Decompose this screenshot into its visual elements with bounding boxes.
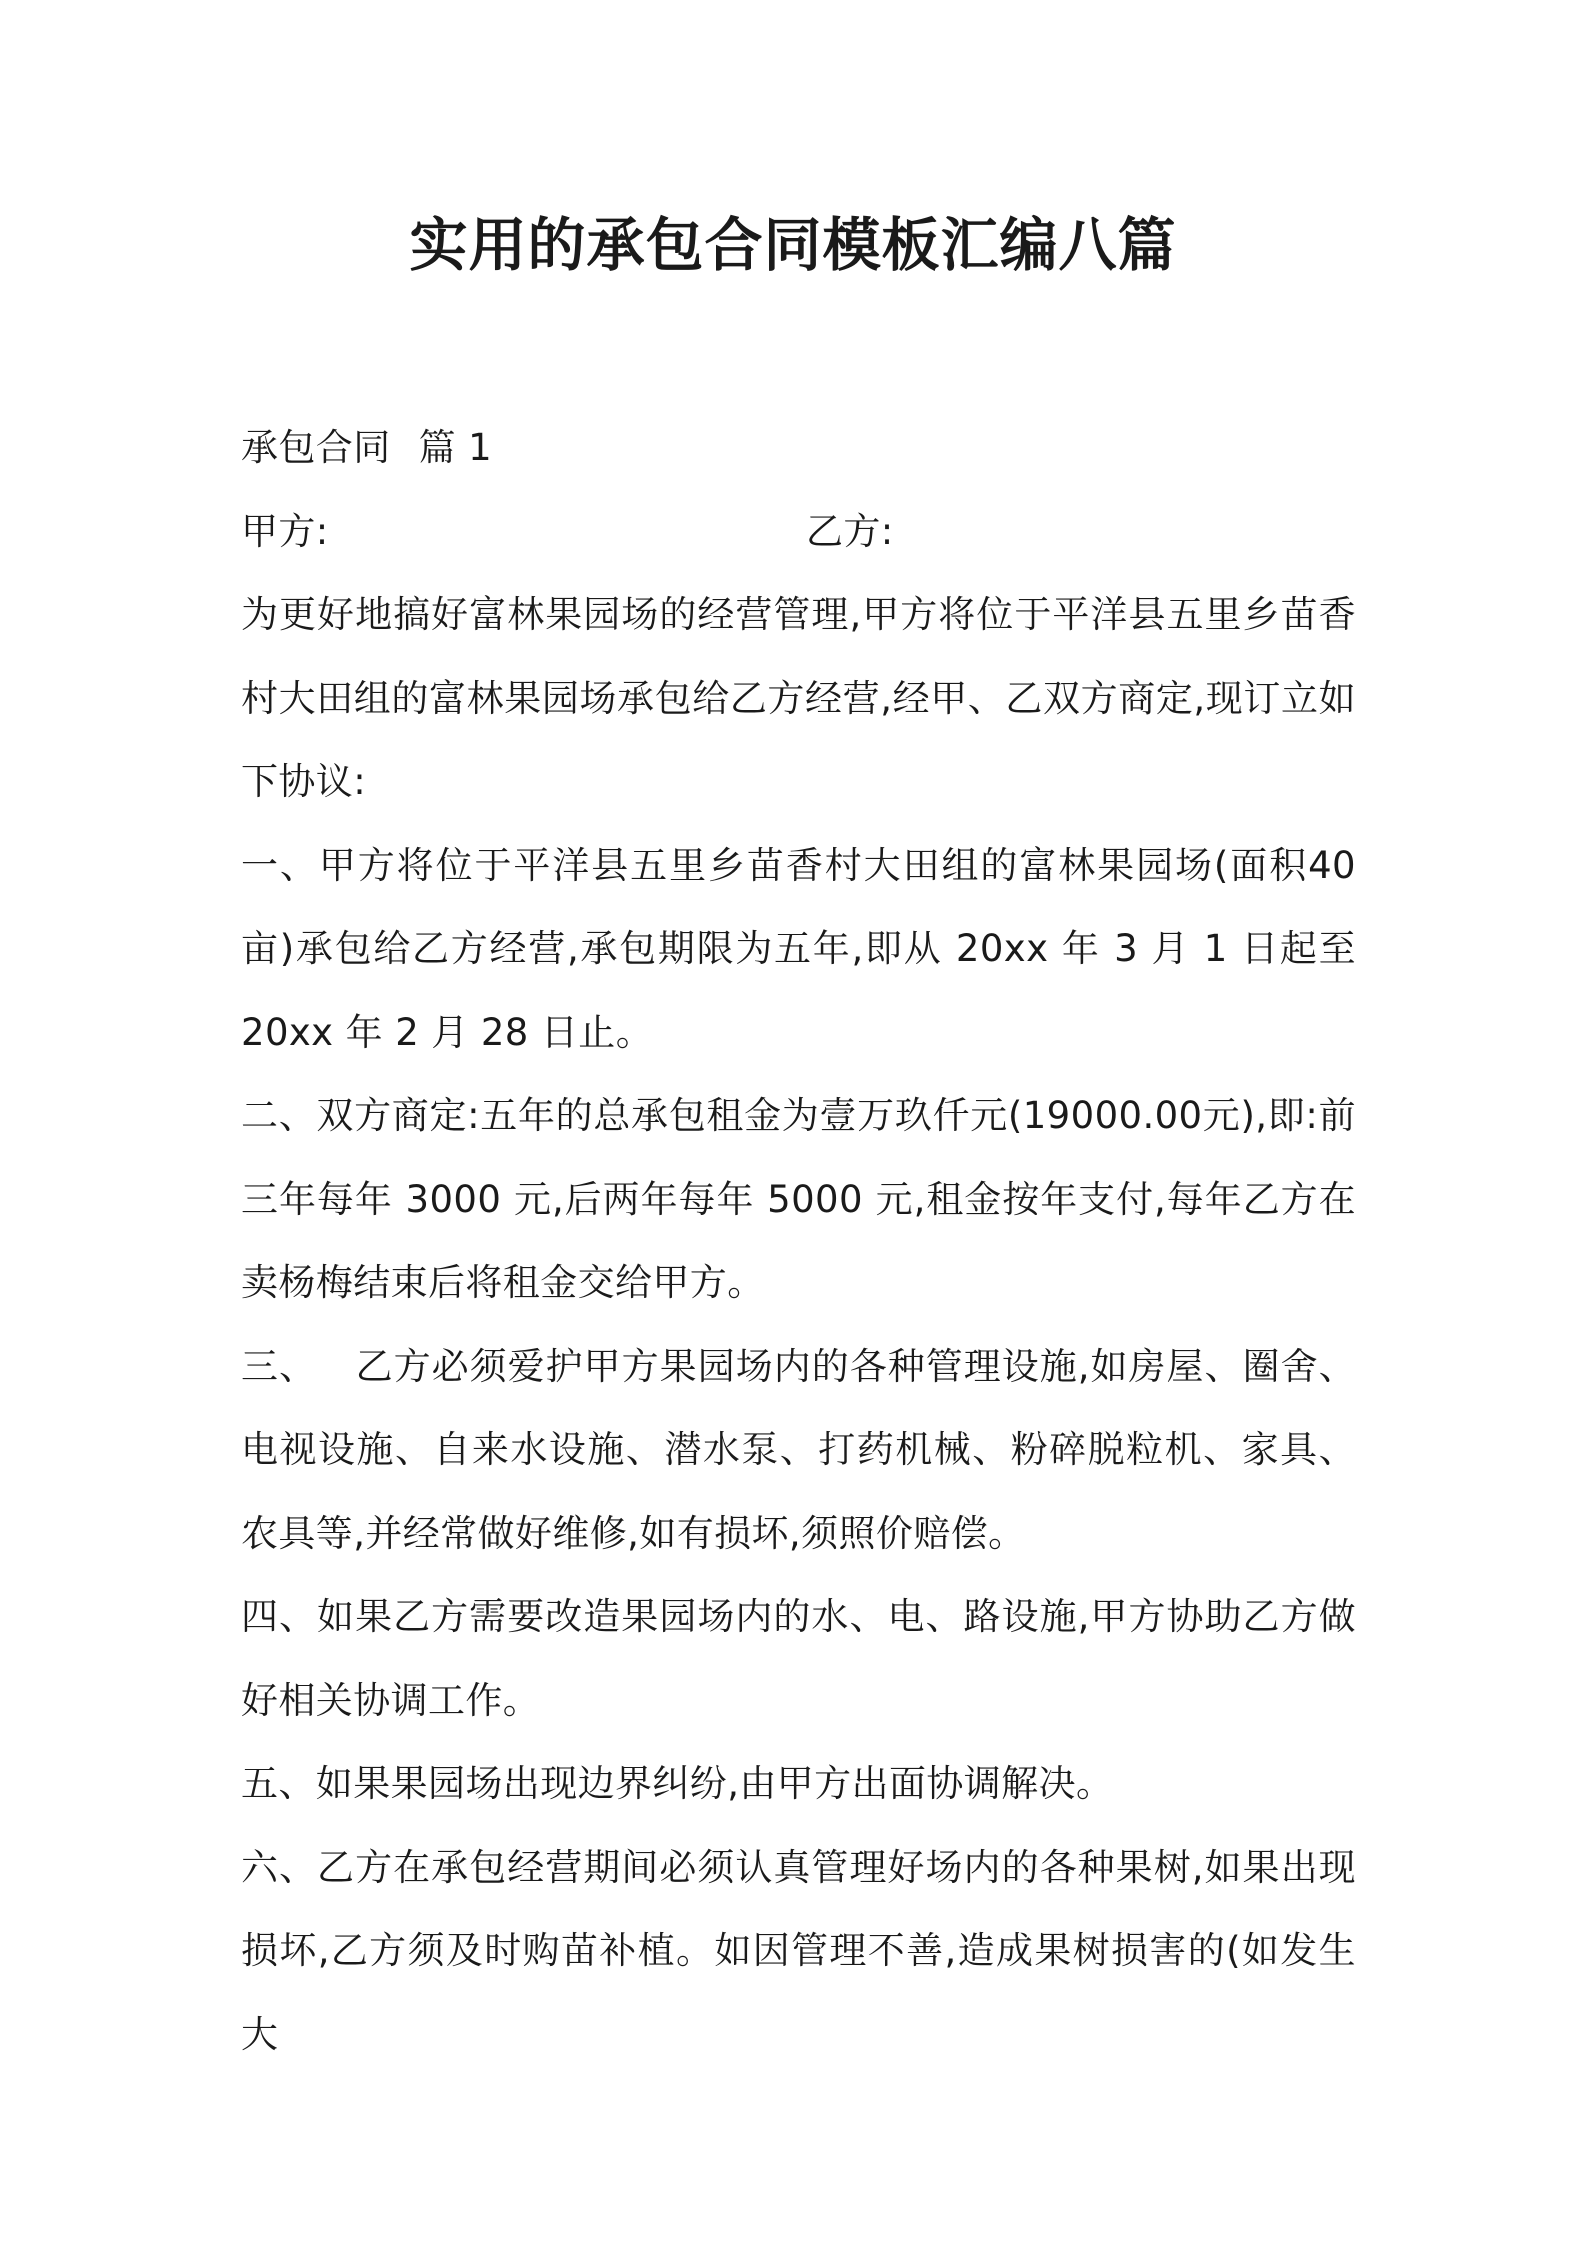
- clause-3: [241, 1325, 1356, 1576]
- parties-line: [241, 490, 1356, 574]
- document-title: 实用的承包合同模板汇编八篇: [409, 211, 1177, 279]
- section-number: 篇 1: [418, 426, 493, 469]
- party-a-label: 甲方:: [241, 509, 329, 553]
- clause-5: 五、如果果园场出现边界纠纷,由甲方出面协调解决。: [241, 1762, 1114, 1805]
- section-heading: [241, 406, 1356, 490]
- intro-paragraph: 为更好地搞好富林果园场的经营管理,甲方将位于平洋县五里乡苗香村大田组的富林果园场承包给乙方经营,经甲、乙双方商定,现订立如下协议:: [241, 593, 1356, 803]
- clause-3-text: 乙方必须爱护甲方果园场内的各种管理设施,如房屋、圈舍、电视设施、自来水设施、潜水泵、打药机械、粉碎脱粒机、家具、农具等,并经常做好维修,如有损坏,须照价赔偿。: [241, 1344, 1356, 1555]
- clause-1: 一、甲方将位于平洋县五里乡苗香村大田组的富林果园场(面积40亩)承包给乙方经营,承包期限为五年,即从 20xx 年 3 月 1 日起至 20xx 年 2 月 28 日止。: [241, 843, 1356, 1054]
- section-label: 承包合同: [241, 426, 391, 469]
- clause-3-number: 三、: [241, 1344, 318, 1388]
- party-b-label: 乙方:: [806, 509, 894, 553]
- clause-6: 六、乙方在承包经营期间必须认真管理好场内的各种果树,如果出现损坏,乙方须及时购苗补植。如因管理不善,造成果树损害的(如发生大: [241, 1845, 1356, 2056]
- clause-4: 四、如果乙方需要改造果园场内的水、电、路设施,甲方协助乙方做好相关协调工作。: [241, 1595, 1356, 1722]
- document-body: [241, 406, 1356, 2076]
- clause-2: 二、双方商定:五年的总承包租金为壹万玖仟元(19000.00元),即:前三年每年 3000 元,后两年每年 5000 元,租金按年支付,每年乙方在卖杨梅结束后将租金交给甲方。: [241, 1094, 1356, 1304]
